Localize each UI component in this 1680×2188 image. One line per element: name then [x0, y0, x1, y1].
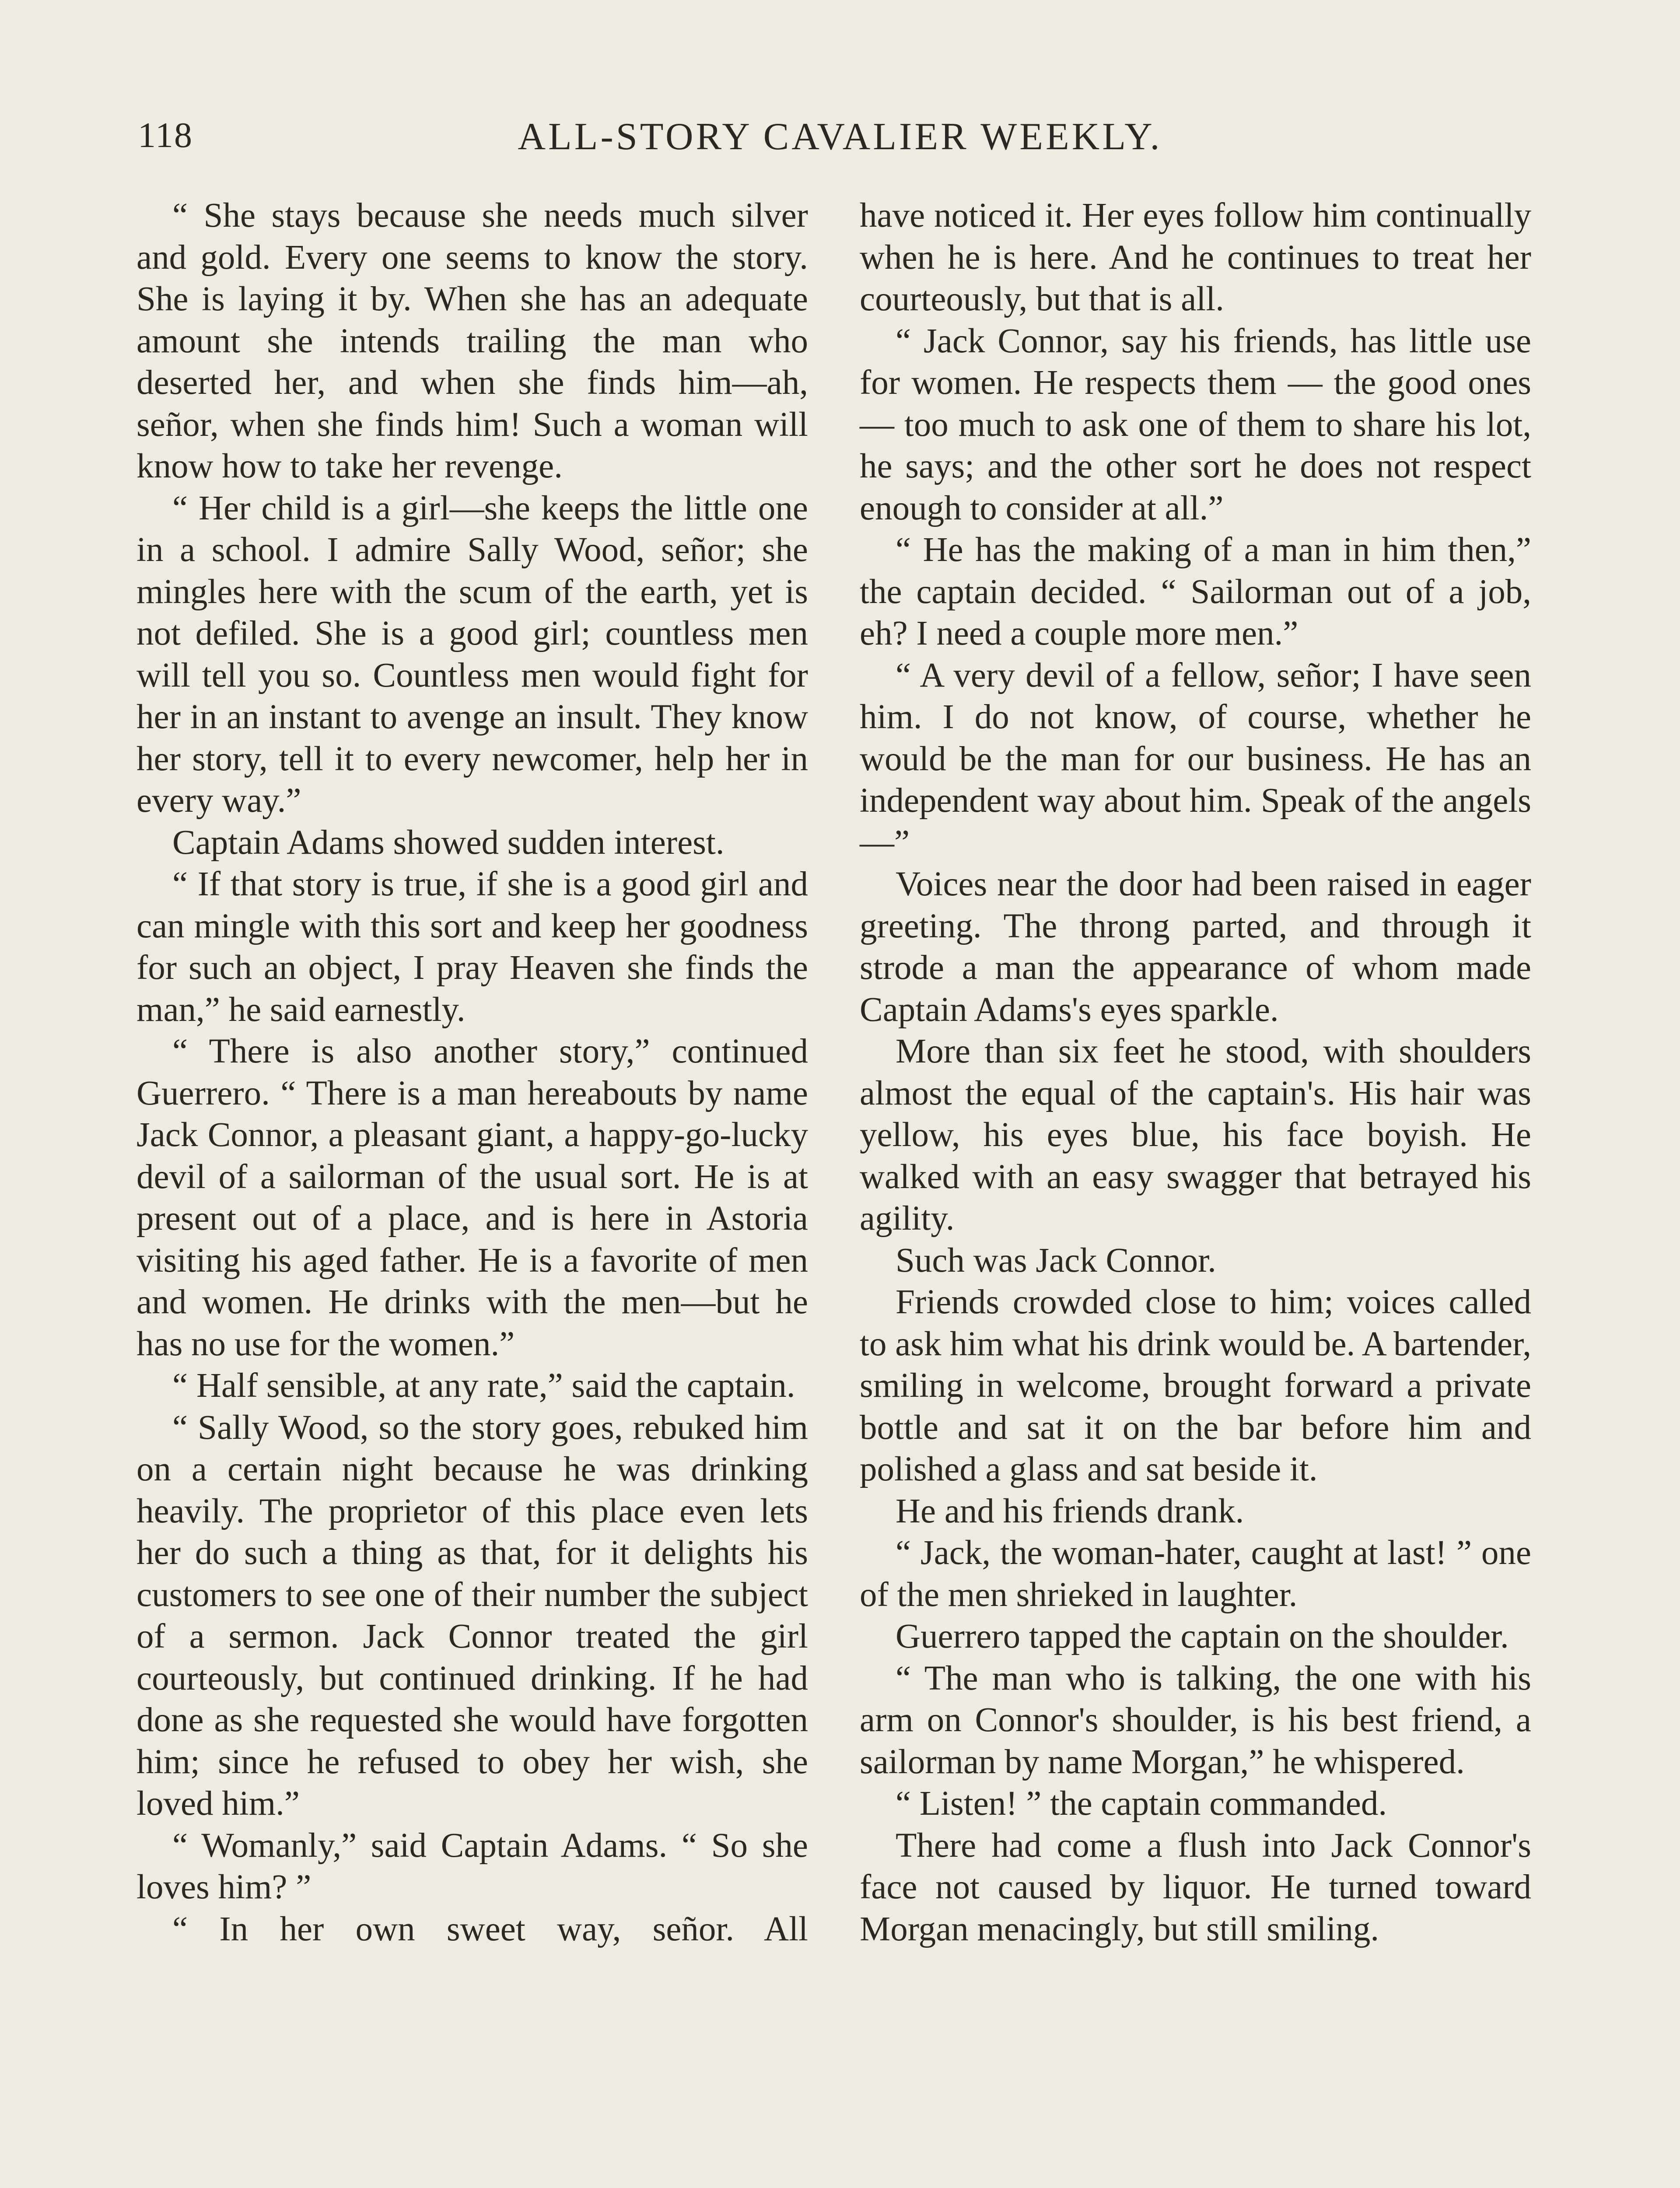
paragraph: “ Her child is a girl—she keeps the little one in a school. I admire Sally Wood, señor; she mingles here with the scum of the earth, yet is not defiled. She is a good girl; countless men will tell you so. Countless men would fight for her in an instant to avenge an insult. They know her story, tell it to every newcomer, help her in every way.” — [136, 489, 808, 820]
page-number: 118 — [138, 115, 193, 155]
paragraph: He and his friends drank. — [896, 1492, 1244, 1530]
paragraph: There had come a flush into Jack Connor's face not caused by liquor. He turned toward Morgan menacingly, but still smiling. — [860, 1826, 1531, 1948]
running-head: ALL-STORY CAVALIER WEEKLY. — [518, 116, 1162, 158]
paragraph: “ Sally Wood, so the story goes, rebuked him on a certain night because he was drinking heavily. The proprietor of this place even lets her do such a thing as that, for it delights his customers to see one of their number the subject of a sermon. Jack Connor treated the girl courteously, but continued drinking. If he had done as she requested she would have forgotten him; since he refused to obey her wish, she loved him.” — [136, 1408, 808, 1823]
paragraph: “ He has the making of a man in him then,” the captain decided. “ Sailorman out of a job, eh? I need a couple more men.” — [860, 531, 1531, 652]
paragraph: “ If that story is true, if she is a good girl and can mingle with this sort and keep her goodness for such an object, I pray Heaven she finds the man,” he said earnestly. — [136, 865, 808, 1029]
paragraph: have noticed it. Her eyes follow him continually when he is here. And he continues to treat her courteously, but that is all. — [860, 196, 1531, 318]
paragraph: Guerrero tapped the captain on the shoulder. — [896, 1617, 1509, 1655]
paragraph: Such was Jack Connor. — [896, 1241, 1216, 1280]
paragraph: “ Jack Connor, say his friends, has little use for women. He respects them — the good ones — too much to ask one of them to share his lot, he says; and the other sort he does not respect enough to consider at all.” — [860, 322, 1531, 527]
paragraph: “ Half sensible, at any rate,” said the captain. — [172, 1367, 795, 1405]
paragraph: Friends crowded close to him; voices called to ask him what his drink would be. A bartender, smiling in welcome, brought forward a private bottle and sat it on the bar before him and polished a glass and sat beside it. — [860, 1283, 1531, 1488]
paragraph: Voices near the door had been raised in eager greeting. The throng parted, and through it strode a man the appearance of whom made Captain Adams's eyes sparkle. — [860, 865, 1531, 1029]
paragraph: “ There is also another story,” continued Guerrero. “ There is a man hereabouts by name Jack Connor, a pleasant giant, a happy-go-lucky devil of a sailorman of the usual sort. He is at present out of a place, and is here in Astoria visiting his aged father. He is a favorite of men and women. He drinks with the men—but he has no use for the women.” — [136, 1032, 808, 1363]
paragraph: “ The man who is talking, the one with his arm on Connor's shoulder, is his best friend, a sailorman by name Morgan,” he whispered. — [860, 1659, 1531, 1781]
paragraph: “ Jack, the woman-hater, caught at last! ” one of the men shrieked in laughter. — [860, 1534, 1531, 1614]
paragraph: “ In her own sweet way, señor. All — [172, 1910, 808, 1948]
paragraph: “ Womanly,” said Captain Adams. “ So she loves him? ” — [136, 1826, 808, 1906]
left-column — [136, 195, 808, 1950]
right-column — [860, 195, 1531, 1950]
paragraph: “ A very devil of a fellow, señor; I have seen him. I do not know, of course, whether he would be the man for our business. He has an independent way about him. Speak of the angels—” — [860, 656, 1531, 862]
paragraph: “ She stays because she needs much silver and gold. Every one seems to know the story. She is laying it by. When she has an adequate amount she intends trailing the man who deserted her, and when she finds him—ah, señor, when she finds him! Such a woman will know how to take her revenge. — [136, 196, 808, 485]
paragraph: Captain Adams showed sudden interest. — [172, 823, 724, 862]
paragraph: “ Listen! ” the captain commanded. — [896, 1785, 1387, 1823]
paragraph: More than six feet he stood, with shoulders almost the equal of the captain's. His hair was yellow, his eyes blue, his face boyish. He walked with an easy swagger that betrayed his agility. — [860, 1032, 1531, 1238]
